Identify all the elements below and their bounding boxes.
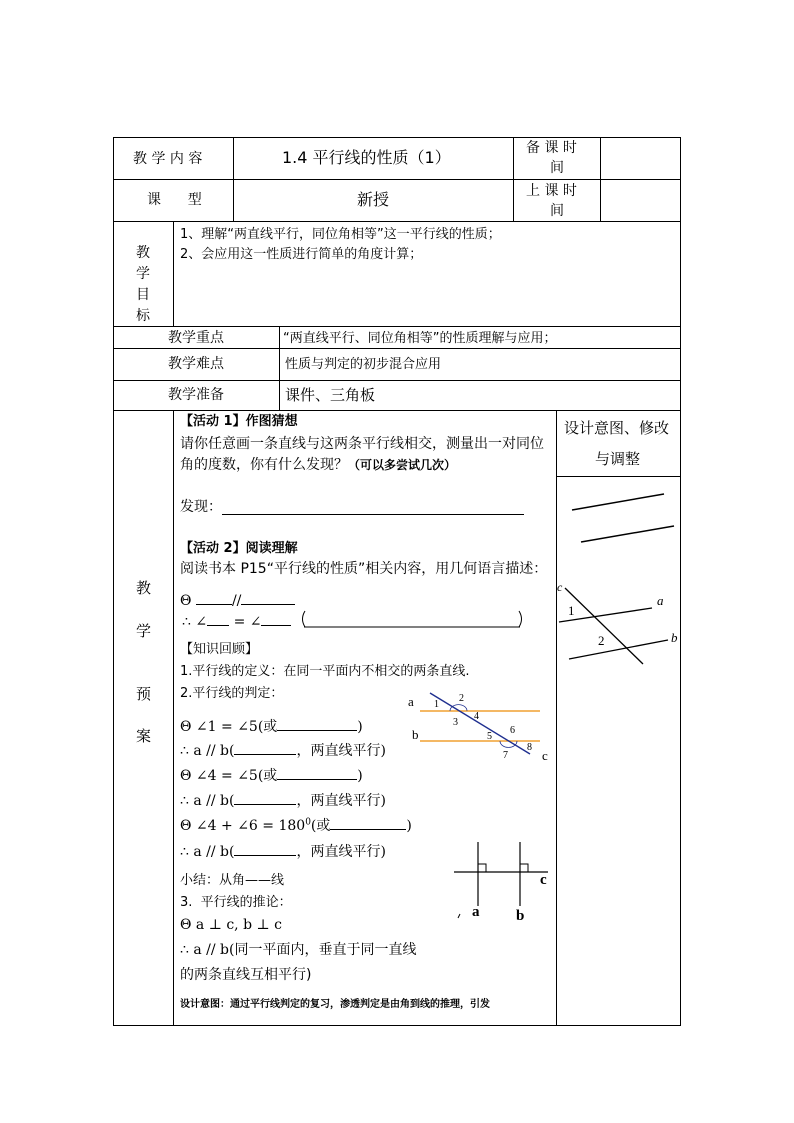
objective-item: 1、理解“两直线平行，同位角相等”这一平行线的性质； — [180, 227, 501, 242]
prep-time-label: 备 课 时 — [526, 140, 577, 156]
degree-mark: 0 — [305, 817, 311, 828]
angle-symbol: ∠ — [195, 614, 208, 630]
blank-angle-2[interactable] — [261, 612, 291, 626]
review-row-5 — [180, 816, 412, 833]
perpendicular-figure — [450, 838, 555, 923]
corollary-given: Θ a ⊥ c, b ⊥ c — [180, 917, 282, 933]
angle-8: 8 — [527, 742, 532, 753]
line-b — [569, 640, 668, 659]
stray-mark — [458, 914, 460, 918]
review-row-2 — [180, 741, 386, 758]
angle-2: 2 — [459, 693, 464, 704]
corollary-conclusion: ∴ a // b(同一平面内，垂直于同一直线 — [180, 942, 417, 958]
practice-parallel-lines — [557, 480, 679, 550]
class-time-value[interactable] — [601, 180, 679, 220]
prep-time-value[interactable] — [601, 138, 679, 178]
angle-symbol: ∠ — [249, 614, 262, 630]
activity2-conclusion-row — [182, 612, 291, 629]
review-row-6 — [180, 842, 386, 859]
label-c: c — [542, 748, 548, 763]
review-r5-close: ) — [406, 818, 412, 834]
lesson-title: 1.4 平行线的性质（1） — [282, 148, 451, 167]
review-definition: 1.平行线的定义：在同一平面内不相交的两条直线. — [180, 664, 470, 679]
activity2-given-row — [180, 591, 295, 608]
review-r1-close: ) — [357, 719, 363, 735]
angle-1: 1 — [434, 699, 439, 710]
review-blank-2[interactable] — [234, 741, 296, 755]
review-blank-3[interactable] — [277, 766, 357, 780]
right-angle-mark — [478, 864, 486, 872]
review-r2-tail: ，两直线平行) — [296, 743, 386, 759]
angle-6: 6 — [510, 725, 515, 736]
angle-7: 7 — [503, 750, 508, 761]
review-r4-text: ∴ a // b( — [180, 793, 235, 809]
plan-label-char: 学 — [136, 622, 152, 640]
blank-line-a[interactable] — [196, 591, 232, 605]
review-row-1 — [180, 717, 363, 734]
parallel-lines-figure — [406, 688, 556, 768]
review-r6-text: ∴ a // b( — [180, 844, 235, 860]
label-a: a — [472, 904, 480, 920]
objective-item: 2、会应用这一性质进行简单的角度计算； — [180, 247, 423, 262]
class-time-label-2: 间 — [550, 203, 564, 219]
plan-label-char: 教 — [136, 579, 152, 597]
activity1-title: 【活动 1】作图猜想 — [180, 414, 298, 429]
label-b: b — [412, 727, 419, 742]
blank-angle-1[interactable] — [207, 612, 229, 626]
corollary-conclusion-2: 的两条直线互相平行) — [180, 967, 312, 983]
review-blank-6[interactable] — [234, 842, 296, 856]
label-c: c — [557, 580, 563, 594]
angle-3: 3 — [453, 717, 458, 728]
key-point-value: “两直线平行、同位角相等”的性质理解与应用； — [283, 331, 557, 346]
preparation-label: 教学准备 — [168, 387, 224, 403]
reason-blank[interactable] — [300, 610, 524, 628]
design-note: 设计意图：通过平行线判定的复习，渗透判定是由角到线的推理，引发 — [180, 999, 490, 1010]
review-corollary: 3. 平行线的推论： — [180, 895, 292, 910]
parallel-symbol: // — [231, 593, 242, 609]
review-r3-text: Θ ∠4 = ∠5(或 — [180, 768, 278, 784]
parallel-line-1 — [572, 494, 664, 510]
label-a: a — [408, 694, 414, 709]
review-r5-text: Θ ∠4 + ∠6 = 180 — [180, 818, 306, 834]
activity2-title: 【活动 2】阅读理解 — [180, 541, 298, 556]
content-label: 教 学 内 容 — [133, 151, 203, 167]
angle-5: 5 — [487, 731, 492, 742]
difficulty-value: 性质与判定的初步混合应用 — [285, 357, 442, 372]
type-value: 新授 — [357, 190, 390, 209]
plan-label-char: 预 — [136, 685, 152, 703]
corresponding-angles-figure — [557, 580, 679, 670]
objectives-label-char: 目 — [136, 287, 150, 303]
finding-answer-line[interactable] — [222, 514, 524, 515]
review-summary: 小结：从角——线 — [180, 873, 285, 888]
review-r1-text: Θ ∠1 = ∠5(或 — [180, 719, 278, 735]
plan-label-char: 案 — [136, 727, 152, 745]
review-r3-close: ) — [357, 768, 363, 784]
activity2-line1: 阅读书本 P15“平行线的性质”相关内容，用几何语言描述： — [180, 561, 548, 577]
label-b: b — [671, 630, 678, 645]
equals-symbol: = — [233, 614, 246, 630]
class-time-label: 上 课 时 — [526, 183, 577, 199]
prep-time-label-2: 间 — [550, 160, 564, 176]
activity1-line1: 请你任意画一条直线与这两条平行线相交，测量出一对同位 — [180, 436, 544, 452]
side-header-line2: 与调整 — [595, 450, 641, 468]
type-label: 课 型 — [147, 192, 202, 208]
label-a: a — [657, 593, 664, 608]
key-point-label: 教学重点 — [168, 330, 224, 346]
difficulty-label: 教学难点 — [168, 356, 224, 372]
objectives-label-char: 学 — [136, 266, 150, 282]
review-r4-tail: ，两直线平行) — [296, 793, 386, 809]
activity1-hint: （可以多尝试几次） — [348, 458, 457, 472]
review-r2-text: ∴ a // b( — [180, 743, 235, 759]
label-b: b — [516, 908, 525, 924]
angle-1: 1 — [568, 603, 575, 618]
review-row-3 — [180, 766, 363, 783]
angle-2: 2 — [598, 633, 605, 648]
blank-line-b[interactable] — [241, 591, 295, 605]
since-symbol: Θ — [180, 593, 192, 609]
parallel-line-2 — [581, 526, 674, 542]
objectives-label-char: 教 — [136, 245, 150, 261]
review-blank-1[interactable] — [277, 717, 357, 731]
review-judge: 2.平行线的判定： — [180, 686, 284, 701]
review-r5-tail: (或 — [310, 818, 331, 834]
right-angle-mark — [520, 864, 528, 872]
side-header-line1: 设计意图、修改 — [564, 419, 670, 437]
finding-label: 发现： — [180, 499, 222, 515]
reason-bracket — [300, 610, 524, 628]
review-blank-5[interactable] — [330, 816, 406, 830]
activity1-question: 角的度数，你有什么发现？ — [180, 457, 348, 473]
therefore-symbol: ∴ — [182, 614, 191, 630]
objectives-label-char: 标 — [136, 308, 150, 324]
angle-4: 4 — [474, 711, 479, 722]
label-c: c — [540, 872, 547, 888]
review-blank-4[interactable] — [234, 791, 296, 805]
activity1-line2 — [180, 458, 456, 472]
review-r6-tail: ，两直线平行) — [296, 844, 386, 860]
preparation-value: 课件、三角板 — [285, 386, 376, 404]
review-title: 【知识回顾】 — [180, 642, 259, 657]
review-row-4 — [180, 791, 386, 808]
